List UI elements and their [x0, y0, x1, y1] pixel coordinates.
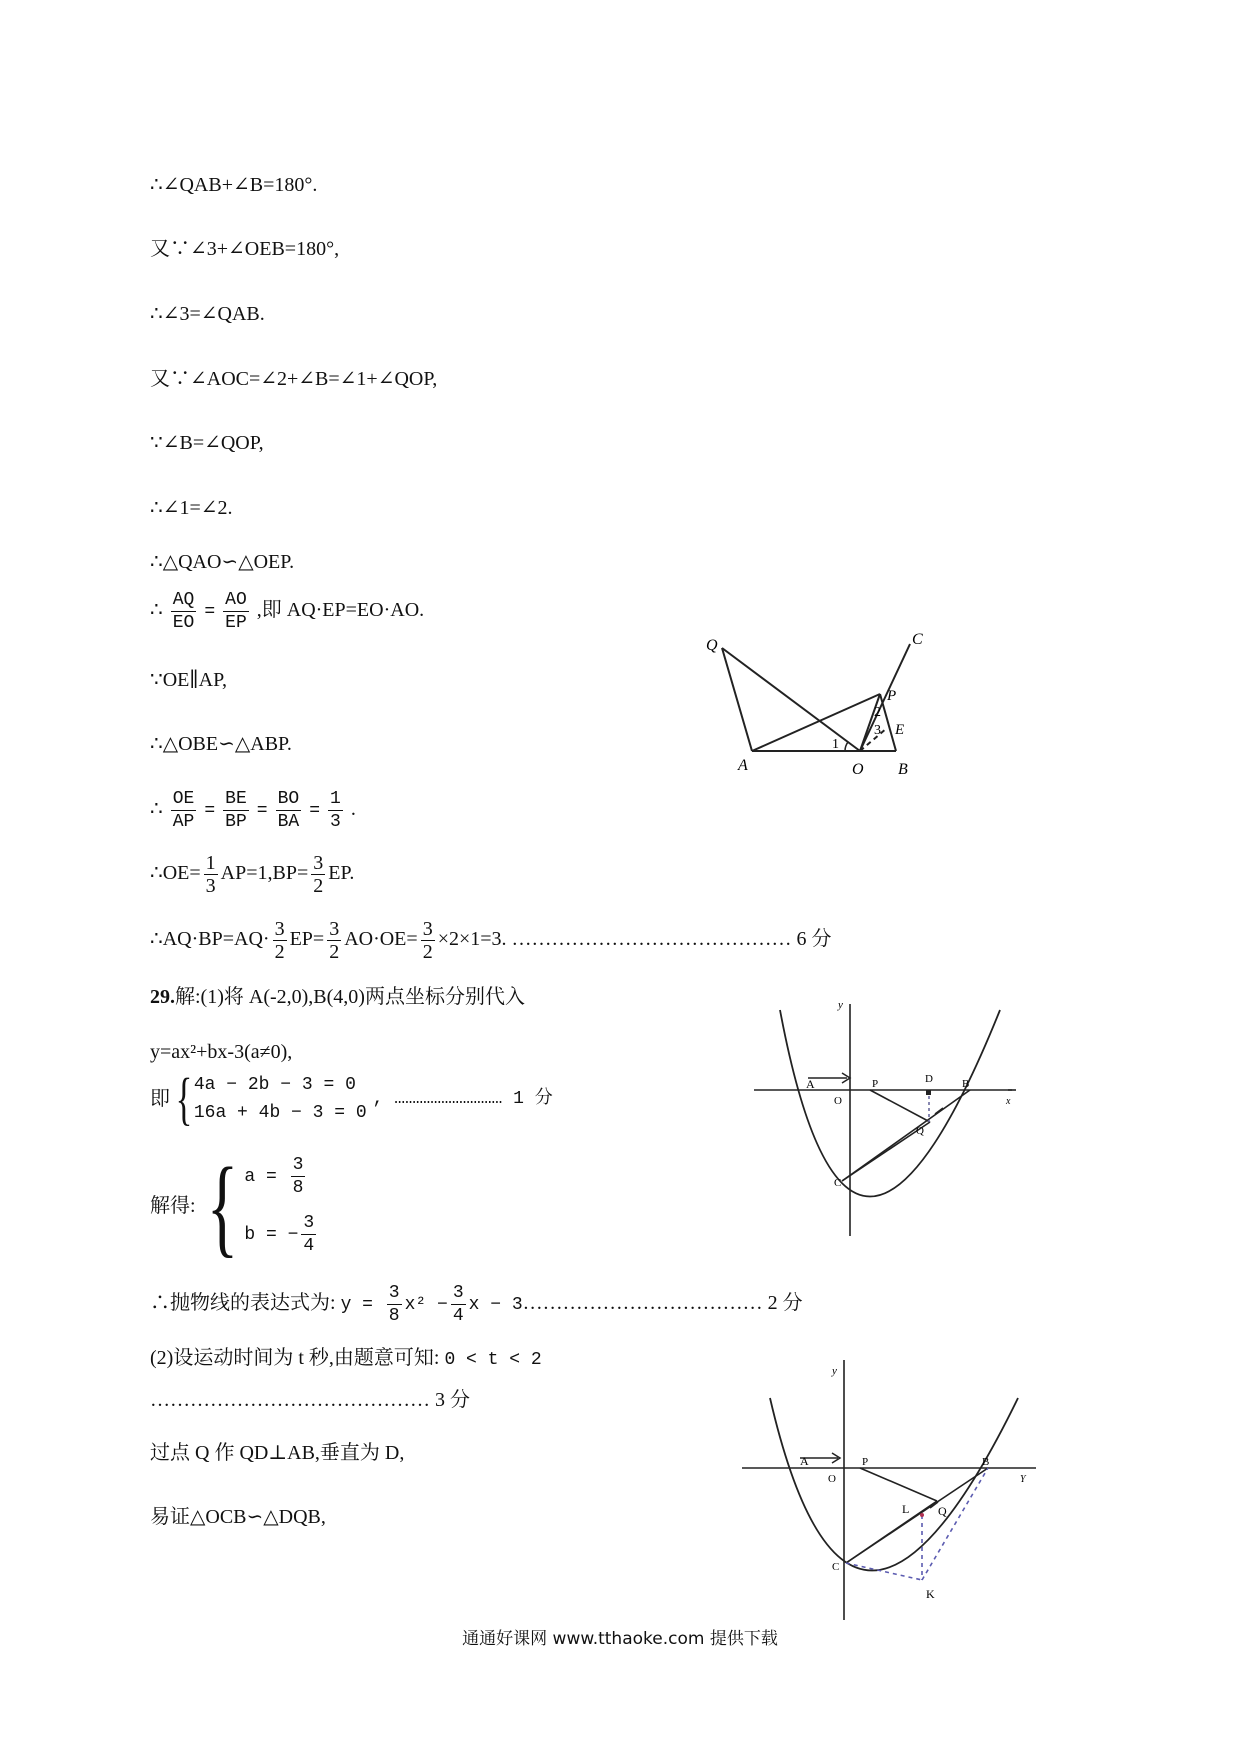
label-o: O [834, 1095, 842, 1107]
solution-system: a = $\frac{3}{8}$ b = − $\frac{3}{4}$ [244, 1154, 315, 1256]
question-29-line: 29.解:(1)将 A(-2,0),B(4,0)两点坐标分别代入 [150, 986, 525, 1008]
axis-x-label: x [1006, 1096, 1011, 1107]
proof-line: 又∵∠AOC=∠2+∠B=∠1+∠QOP, [150, 368, 438, 390]
proof-line: ∴△OBE∽△ABP. [150, 733, 292, 755]
label-l: L [902, 1502, 910, 1516]
brace: { [206, 1145, 238, 1267]
proof-line: ∵∠B=∠QOP, [150, 432, 264, 454]
proof-line: ∴∠1=∠2. [150, 497, 233, 519]
fraction: $\frac{3}{2}$ [313, 852, 324, 897]
page-footer: 通通好课网 www.tthaoke.com 提供下载 [462, 1629, 778, 1649]
fraction: $\frac{3}{8}$ [388, 1283, 400, 1326]
q29-similar-line: 易证△OCB∽△DQB, [150, 1506, 326, 1528]
proof-line: ∴△QAO∽△OEP. [150, 551, 295, 573]
proof-line-ratio: ∴ $\frac{AQ}{EO}$ = $\frac{AO}{EP}$ ,即 AQ·EP=EO·AO. [150, 590, 425, 633]
label-o: O [828, 1473, 836, 1485]
fraction: $\frac{1}{3}$ [330, 789, 341, 832]
proof-line-oe: ∴OE= $\frac{1}{3}$ AP=1,BP= $\frac{3}{2}$ EP. [150, 852, 355, 897]
label-b: B [962, 1078, 970, 1090]
label-p: P [862, 1456, 869, 1468]
q29-score3: …………………………………… 3 分 [150, 1389, 470, 1411]
brace: { [175, 1066, 193, 1131]
label-e: E [895, 722, 905, 738]
proof-line: ∴∠3=∠QAB. [150, 303, 265, 325]
label-d: D [925, 1073, 933, 1085]
label-q: Q [916, 1125, 924, 1137]
question-number: 29. [150, 986, 175, 1008]
axis-y-label: y [838, 999, 843, 1011]
geometry-figure-triangle [700, 628, 930, 778]
fraction: $\frac{3}{4}$ [452, 1283, 464, 1326]
label-c: C [834, 1177, 842, 1189]
fraction: $\frac{AQ}{EO}$ [172, 590, 195, 633]
parabola-figure-1 [750, 998, 1020, 1238]
label-a: A [738, 757, 748, 774]
proof-line-result: ∴AQ·BP=AQ· $\frac{3}{2}$ EP= $\frac{3}{2}$ AO·OE= $\frac{3}{2}$ ×2×1=3. …………………………………… 6 分 [150, 918, 832, 963]
fraction: $\frac{3}{2}$ [329, 918, 340, 963]
q29-equation: y=ax²+bx-3(a≠0), [150, 1041, 293, 1063]
proof-line: ∵OE∥AP, [150, 669, 227, 691]
label-a: A [800, 1454, 809, 1468]
fraction: $\frac{AO}{EP}$ [225, 590, 247, 633]
label-p: P [887, 688, 897, 704]
fraction: $\frac{OE}{AP}$ [172, 789, 195, 832]
label-2: 2 [874, 705, 881, 720]
fraction: $\frac{3}{2}$ [422, 918, 433, 963]
label-q: Q [938, 1504, 947, 1518]
axis-y-label: y [832, 1365, 837, 1377]
label-p: P [872, 1078, 879, 1090]
label-k: K [926, 1587, 935, 1601]
fraction: $\frac{1}{3}$ [205, 852, 216, 897]
equation-system: 4a − 2b − 3 = 0 16a + 4b − 3 = 0 [193, 1075, 367, 1123]
q29-system: 即 { 4a − 2b − 3 = 0 16a + 4b − 3 = 0 , ………………………… 1 分 [150, 1066, 553, 1131]
label-b: B [898, 761, 908, 778]
parabola-figure-2 [740, 1358, 1040, 1622]
label-a: A [806, 1077, 815, 1091]
label-1: 1 [832, 737, 839, 752]
label-b: B [982, 1456, 990, 1468]
q29-solution: 解得: { a = $\frac{3}{8}$ b = − $\frac{3}{4}$ [150, 1148, 319, 1264]
proof-line-ratio: ∴ $\frac{OE}{AP}$ = $\frac{BE}{BP}$ = $\frac{BO}{BA}$ = $\frac{1}{3}$ . [150, 789, 356, 832]
therefore-symbol: ∴ [150, 599, 163, 622]
q29-parabola-expression: ∴抛物线的表达式为: y = $\frac{3}{8}$ x² − $\frac{3}{4}$ x − 3……………………………… 2 分 [150, 1283, 803, 1326]
fraction: $\frac{BO}{BA}$ [277, 789, 300, 832]
axis-x-label: Y [1020, 1474, 1026, 1485]
proof-line: ∴∠QAB+∠B=180°. [150, 174, 318, 196]
fraction: $\frac{3}{2}$ [274, 918, 285, 963]
label-q: Q [706, 637, 718, 654]
label-3: 3 [874, 723, 881, 738]
label-o: O [852, 761, 864, 778]
q29-qd-line: 过点 Q 作 QD⊥AB,垂直为 D, [150, 1442, 405, 1464]
proof-line: 又∵∠3+∠OEB=180°, [150, 238, 340, 260]
label-c: C [912, 631, 923, 648]
q29-part2: (2)设运动时间为 t 秒,由题意可知: 0 < t < 2 [150, 1347, 542, 1370]
label-c: C [832, 1561, 840, 1573]
fraction: $\frac{BE}{BP}$ [225, 789, 247, 832]
